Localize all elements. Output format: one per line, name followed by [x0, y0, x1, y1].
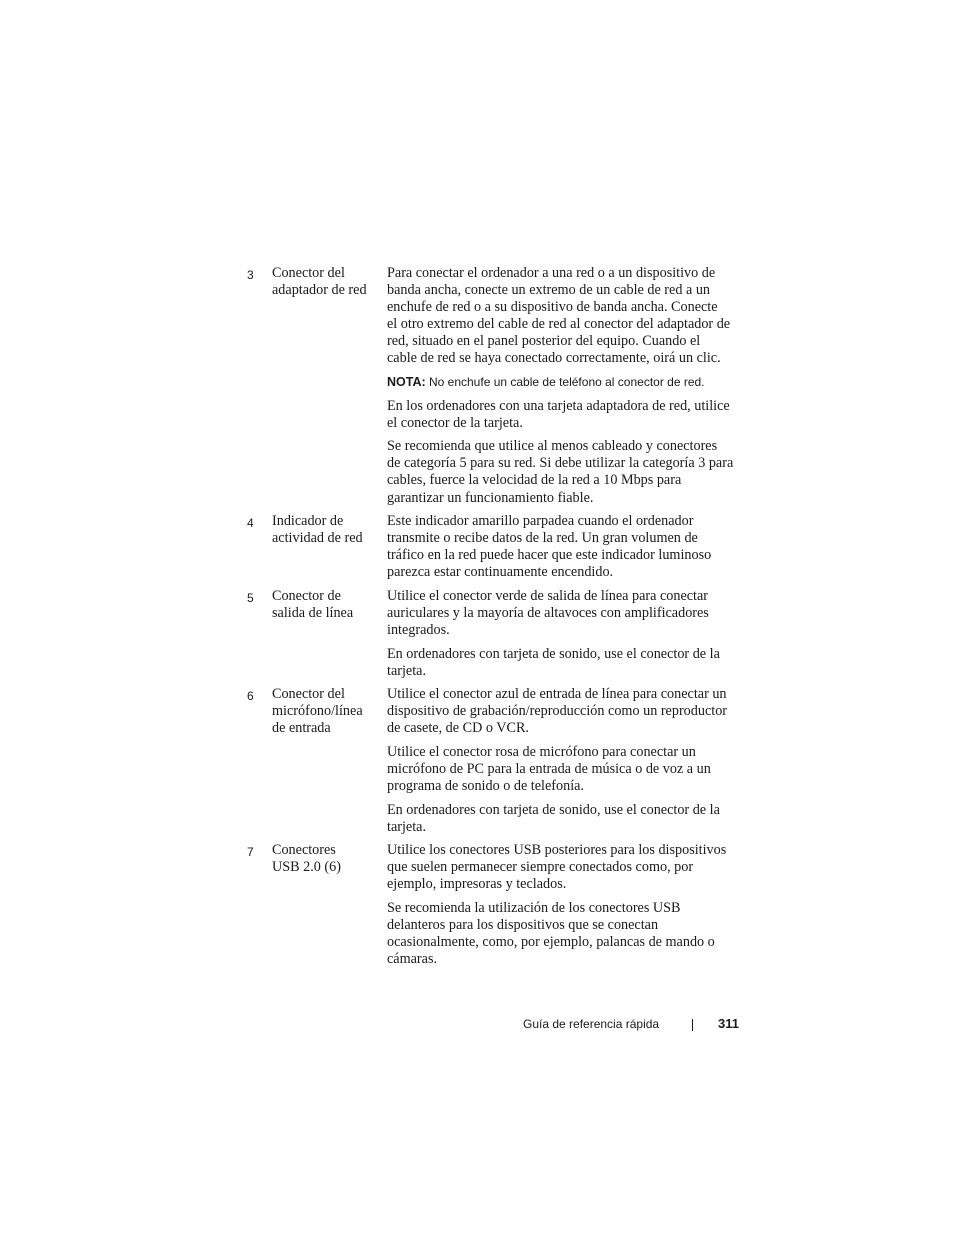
item-number: 6: [247, 689, 254, 703]
text-line: Utilice el conector rosa de micrófono para conectar un: [387, 743, 696, 760]
item-label-line: Conector del: [272, 265, 345, 281]
text-line: delanteros para los dispositivos que se conectan: [387, 916, 659, 933]
item-description: [387, 842, 739, 975]
text-line: auriculares y la mayoría de altavoces con amplificadores: [387, 605, 709, 622]
description-paragraph: [387, 802, 739, 836]
text-line: ejemplo, impresoras y teclados.: [387, 876, 567, 893]
item-label: [272, 588, 380, 622]
item-label: [272, 842, 380, 876]
text-line: ocasionalmente, como, por ejemplo, palancas de mando o: [387, 933, 715, 950]
description-paragraph: [387, 744, 739, 795]
note-label: NOTA:: [387, 375, 426, 390]
item-label-line: Conectores: [272, 842, 336, 858]
text-line: parezca estar continuamente encendido.: [387, 564, 614, 581]
note: [387, 374, 739, 391]
item-label-line: salida de línea: [272, 605, 354, 622]
item-label-line: Conector de: [272, 588, 341, 604]
item-description: [387, 588, 739, 686]
item-label-line: Indicador de: [272, 513, 344, 529]
description-paragraph: [387, 438, 739, 506]
text-line: transmite o recibe datos de la red. Un gran volumen de: [387, 530, 698, 547]
text-line: micrófono de PC para la entrada de música o de voz a un: [387, 760, 711, 777]
description-paragraph: [387, 398, 739, 432]
note-text: No enchufe un cable de teléfono al conector de red.: [425, 375, 705, 390]
text-line: cable de red se haya conectado correctamente, oirá un clic.: [387, 350, 721, 367]
description-paragraph: [387, 686, 739, 737]
text-line: garantizar un funcionamiento fiable.: [387, 489, 594, 506]
text-line: Utilice los conectores USB posteriores para los dispositivos: [387, 842, 727, 858]
text-line: cámaras.: [387, 951, 438, 968]
item-description: [387, 265, 739, 513]
text-line: En ordenadores con tarjeta de sonido, use el conector de la: [387, 645, 720, 662]
text-line: tarjeta.: [387, 662, 426, 679]
item-number: 5: [247, 591, 254, 605]
description-paragraph: [387, 900, 739, 968]
text-line: Se recomienda que utilice al menos cableado y conectores: [387, 438, 718, 455]
item-label-line: USB 2.0 (6): [272, 859, 341, 876]
item-label-line: adaptador de red: [272, 282, 367, 299]
text-line: Utilice el conector verde de salida de línea para conectar: [387, 588, 709, 604]
item-description: [387, 686, 739, 842]
text-line: En los ordenadores con una tarjeta adaptadora de red, utilice: [387, 397, 730, 414]
description-paragraph: [387, 265, 739, 368]
page-number: 311: [718, 1016, 739, 1031]
description-paragraph: [387, 646, 739, 680]
text-line: enchufe de red o a su dispositivo de banda ancha. Conecte: [387, 299, 718, 316]
text-line: integrados.: [387, 622, 450, 639]
footer-divider: [692, 1019, 693, 1031]
item-label-line: de entrada: [272, 720, 331, 737]
text-line: En ordenadores con tarjeta de sonido, use el conector de la: [387, 801, 720, 818]
text-line: programa de sonido o de telefonía.: [387, 777, 584, 794]
text-line: de casete, de CD o VCR.: [387, 720, 529, 737]
text-line: red, situado en el panel posterior del equipo. Cuando el: [387, 333, 701, 350]
text-line: tráfico en la red puede hacer que este indicador luminoso: [387, 547, 712, 564]
text-line: el conector de la tarjeta.: [387, 414, 523, 431]
text-line: que suelen permanecer siempre conectados como, por: [387, 859, 694, 876]
text-line: Para conectar el ordenador a una red o a un dispositivo de: [387, 265, 716, 281]
description-paragraph: [387, 588, 739, 639]
description-paragraph: [387, 513, 739, 581]
item-number: 7: [247, 845, 254, 859]
item-label-line: actividad de red: [272, 530, 363, 547]
item-number: 3: [247, 268, 254, 282]
text-line: de categoría 5 para su red. Si debe utilizar la categoría 3 para: [387, 455, 734, 472]
text-line: Utilice el conector azul de entrada de línea para conectar un: [387, 686, 727, 702]
text-line: Se recomienda la utilización de los conectores USB: [387, 899, 681, 916]
item-label: [272, 513, 380, 547]
text-line: Este indicador amarillo parpadea cuando el ordenador: [387, 513, 694, 529]
item-label-line: Conector del: [272, 686, 345, 702]
text-line: banda ancha, conecte un extremo de un cable de red a un: [387, 282, 711, 299]
text-line: el otro extremo del cable de red al conector del adaptador de: [387, 316, 731, 333]
item-label-line: micrófono/línea: [272, 703, 363, 720]
footer-title: Guía de referencia rápida: [523, 1017, 660, 1031]
text-line: tarjeta.: [387, 818, 426, 835]
description-paragraph: [387, 842, 739, 893]
text-line: dispositivo de grabación/reproducción como un reproductor: [387, 703, 728, 720]
item-label: [272, 686, 380, 737]
item-label: [272, 265, 380, 299]
item-description: [387, 513, 739, 588]
item-number: 4: [247, 516, 254, 530]
text-line: cables, fuerce la velocidad de la red a 10 Mbps para: [387, 472, 682, 489]
